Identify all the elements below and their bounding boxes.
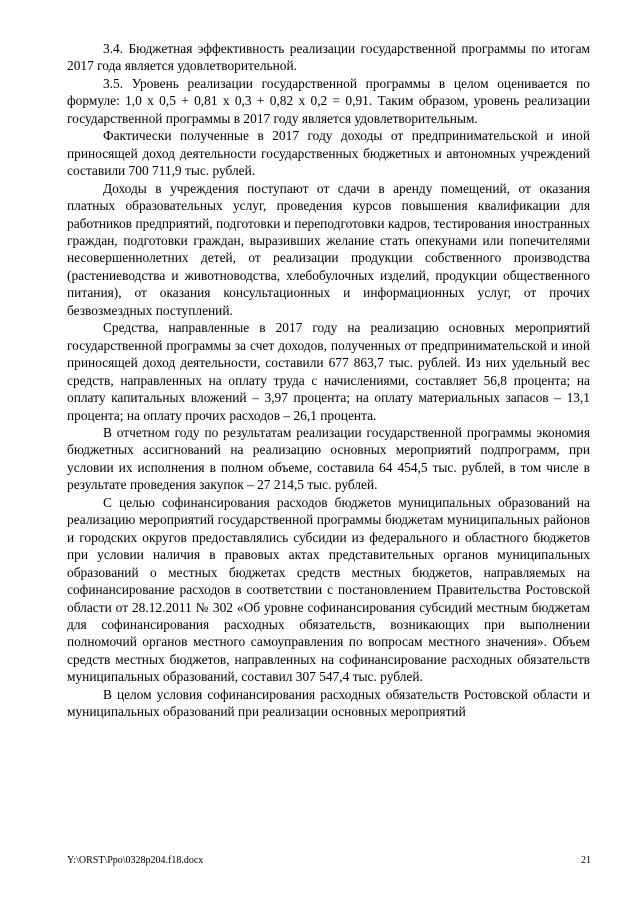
footer-file-path: Y:\ORST\Ppo\0328p204.f18.docx	[67, 855, 204, 866]
paragraph-budget-savings: В отчетном году по результатам реализации государственной программы экономия бюджетных ассигнований на реализацию основных мероприятий подпрограмм, при условии их исполнения в полном объеме, составила 64 454,5 тыс. рублей, в том числе в результате проведения закупок – 27 214,5 тыс. рублей.	[67, 424, 590, 493]
paragraph-income-sources: Доходы в учреждения поступают от сдачи в аренду помещений, от оказания платных образовательных услуг, проведения курсов повышения квалификации для работников предприятий, подготовки и переподготовки кадров, тестирования иностранных граждан, подготовки граждан, выразивших желание стать опекунами или попечителями несовершеннолетних детей, от реализации продукции собственного производства (растениеводства и животноводства, хлебобулочных изделий, продукции общественного питания), от оказания консультационных и информационных услуг, от прочих безвозмездных поступлений.	[67, 180, 590, 318]
paragraph-cofinancing: С целью софинансирования расходов бюджетов муниципальных образований на реализацию мероприятий государственной программы бюджетам муниципальных районов и городских округов предоставлялись субсидии из федерального и областного бюджетов при условии наличия в правовых актах представительных органов муниципальных образований о местных бюджетах средств местных бюджетов, направляемых на софинансирование расходов в соответствии с постановлением Правительства Ростовской области от 28.12.2011 № 302 «Об уровне софинансирования субсидий местным бюджетам для софинансирования расходных обязательств, возникающих при выполнении полномочий органов местного самоуправления по вопросам местного значения». Объем средств местных бюджетов, направленных на софинансирование расходных обязательств муниципальных образований, составил 307 547,4 тыс. рублей.	[67, 494, 590, 685]
paragraph-cofinancing-conditions: В целом условия софинансирования расходных обязательств Ростовской области и муниципальных образований при реализации основных мероприятий	[67, 686, 590, 720]
paragraph-actual-income: Фактически полученные в 2017 году доходы от предпринимательской и иной приносящей доход деятельности государственных бюджетных и автономных учреждений составили 700 711,9 тыс. рублей.	[67, 128, 590, 179]
paragraph-budget-efficiency: 3.4. Бюджетная эффективность реализации государственной программы по итогам 2017 года является удовлетворительной.	[67, 41, 590, 74]
document-body	[67, 40, 590, 721]
paragraph-funds-directed: Средства, направленные в 2017 году на реализацию основных мероприятий государственной программы за счет доходов, полученных от предпринимательской и иной приносящей доход деятельности, составили 677 863,7 тыс. рублей. Из них удельный вес средств, направленных на оплату труда с начислениями, составляет 56,8 процента; на оплату капитальных вложений – 3,97 процента; на оплату материальных запасов – 13,1 процента; на оплату прочих расходов – 26,1 процента.	[67, 320, 590, 423]
paragraph-implementation-level: 3.5. Уровень реализации государственной программы в целом оценивается по формуле: 1,0 х 0,5 + 0,81 х 0,3 + 0,82 х 0,2 = 0,91. Таким образом, уровень реализации государственной программы в 2017 году является удовлетворительным.	[67, 75, 590, 126]
footer-page-number: 21	[581, 855, 591, 866]
